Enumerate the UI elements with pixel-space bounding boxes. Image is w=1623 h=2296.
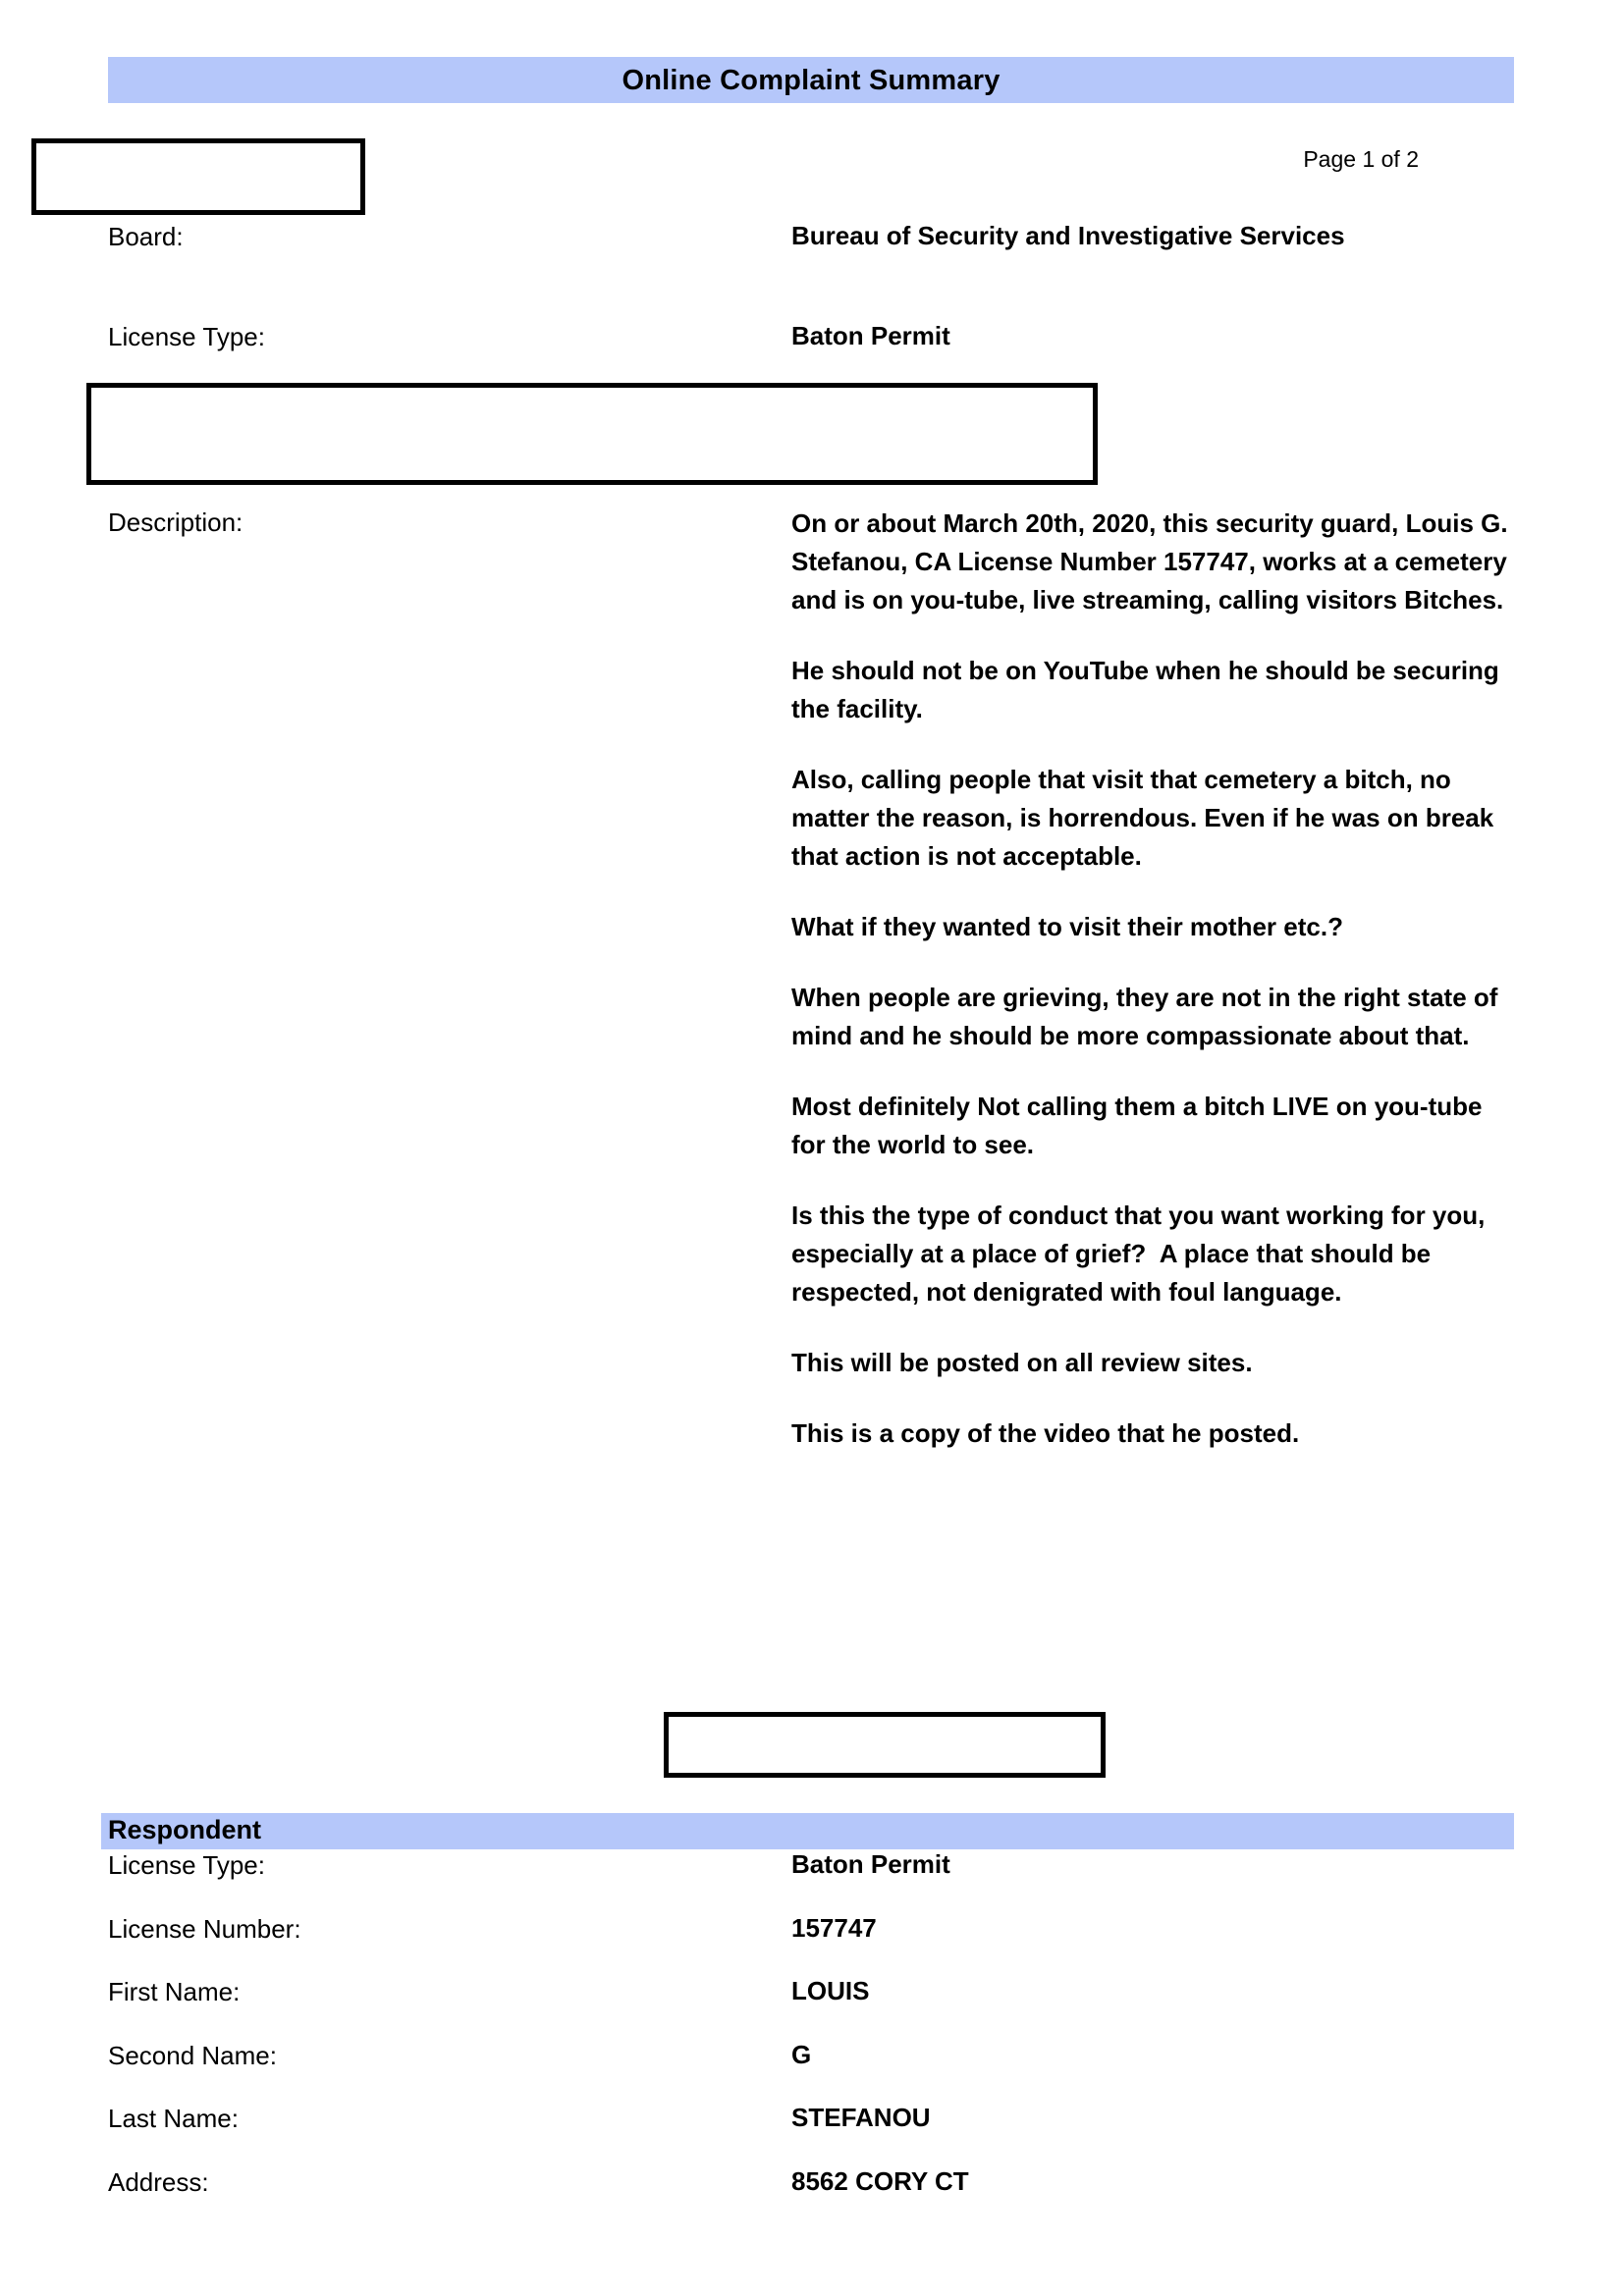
description-paragraph: What if they wanted to visit their mother etc.? [791,912,1343,941]
redaction-box-complaint-id [31,138,365,215]
board-label: Board: [108,222,184,251]
respondent-row-label: Address: [108,2167,209,2197]
description-paragraph: When people are grieving, they are not in the right state of mind and he should be more compassionate about that. [791,983,1505,1050]
page-indicator: Page 1 of 2 [1303,146,1419,172]
respondent-section-title: Respondent [108,1815,262,1844]
description-paragraph: Is this the type of conduct that you want working for you, especially at a place of grief? A place that should be respected, not denigrated with foul language. [791,1201,1492,1307]
respondent-row-value: Baton Permit [791,1849,950,1879]
description-paragraph: Also, calling people that visit that cemetery a bitch, no matter the reason, is horrendous. Even if he was on break that action is not acceptable. [791,765,1501,871]
description-paragraph: He should not be on YouTube when he should be securing the facility. [791,656,1507,723]
respondent-row-value: G [791,2040,812,2069]
respondent-row-label: License Type: [108,1850,265,1880]
respondent-row-value: STEFANOU [791,2103,931,2132]
license-type-value: Baton Permit [791,321,950,350]
license-type-label: License Type: [108,322,265,351]
redaction-box-attachment [664,1712,1106,1778]
board-value: Bureau of Security and Investigative Services [791,221,1345,250]
respondent-row-label: Second Name: [108,2041,277,2070]
respondent-row-label: Last Name: [108,2104,239,2133]
redaction-box-complainant [86,383,1098,485]
respondent-row-label: First Name: [108,1977,241,2006]
description-paragraph: On or about March 20th, 2020, this security guard, Louis G. Stefanou, CA License Number 157747, works at a cemetery and is on you-tube, live streaming, calling visitors Bitches. [791,508,1515,614]
respondent-banner [101,1813,1514,1849]
respondent-row-value: 8562 CORY CT [791,2166,969,2196]
description-body [791,505,1518,1453]
description-paragraph: Most definitely Not calling them a bitch LIVE on you-tube for the world to see. [791,1092,1489,1159]
page-title: Online Complaint Summary [622,65,1001,96]
description-paragraph: This will be posted on all review sites. [791,1348,1253,1377]
respondent-row-value: LOUIS [791,1976,870,2005]
description-paragraph: This is a copy of the video that he posted. [791,1418,1300,1448]
respondent-row-label: License Number: [108,1914,301,1944]
description-label: Description: [108,507,243,537]
respondent-row-value: 157747 [791,1913,877,1943]
